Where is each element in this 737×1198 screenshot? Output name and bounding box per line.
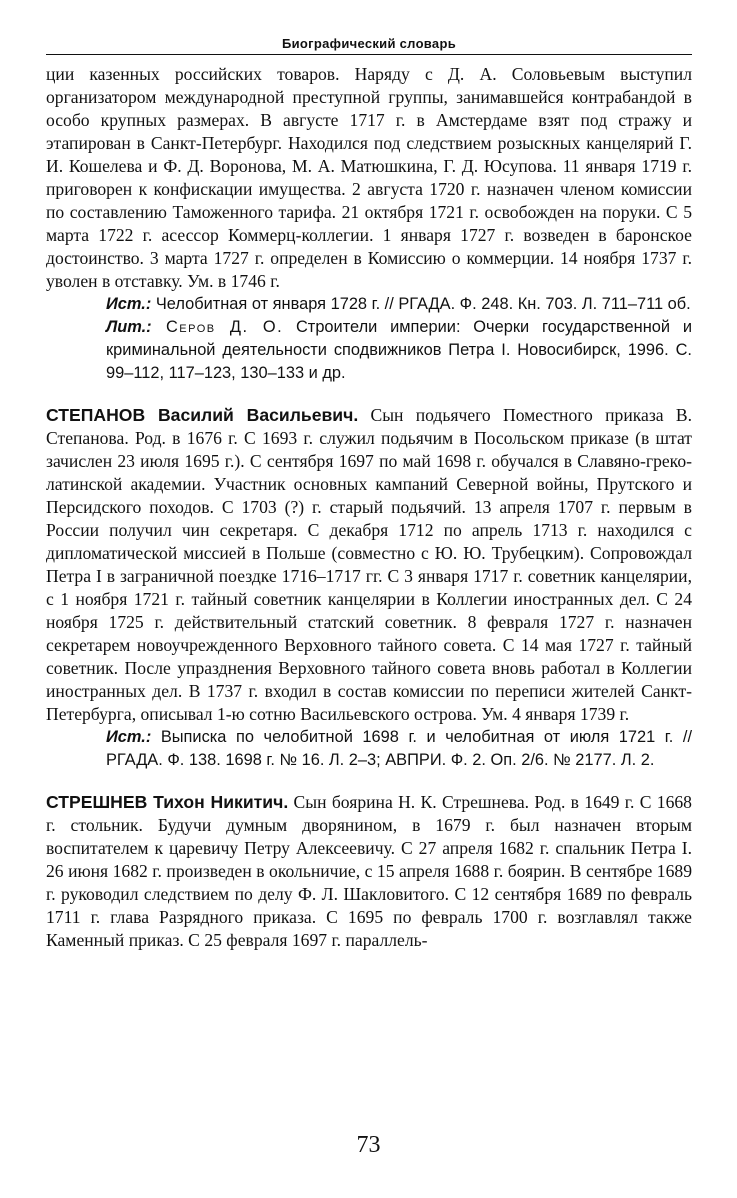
entry-paragraph bbox=[46, 791, 692, 952]
entry-name: СТРЕШНЕВ Тихон Никитич. bbox=[46, 792, 289, 812]
running-header: Биографический словарь bbox=[46, 36, 692, 55]
literature-author: Серов Д. О. bbox=[151, 318, 284, 336]
literature-text: Строители империи: Очерки государственной и криминальной деятельности сподвижников Петра I. Новосибирск, 1996. С. 99–112, 117–123, 130–133 и др. bbox=[106, 318, 692, 382]
entry-streshnev bbox=[46, 791, 692, 952]
intro-literature bbox=[106, 316, 692, 385]
entry-name: СТЕПАНОВ Василий Васильевич. bbox=[46, 405, 359, 425]
entry-paragraph bbox=[46, 404, 692, 726]
source-label: Ист.: bbox=[106, 295, 152, 313]
page-number: 73 bbox=[356, 1132, 381, 1158]
intro-paragraph: ции казенных российских товаров. Наряду с Д. А. Соловьевым выступил организатором международной преступной группы, занимавшейся контрабандой в особо крупных размерах. В августе 1717 г. в Амстердаме взят под стражу и этапирован в Санкт-Петербург. Находился под следствием розыскных канцелярий Г. И. Кошелева и Ф. Д. Воронова, М. А. Матюшкина, Г. Д. Юсупова. 11 января 1719 г. приговорен к конфискации имущества. 2 августа 1720 г. назначен членом комиссии по составлению Таможенного тарифа. 21 октября 1721 г. освобожден на поруки. С 5 марта 1722 г. асессор Коммерц-коллегии. 1 января 1727 г. возведен в баронское достоинство. 3 марта 1727 г. определен в Комиссию о коммерции. 14 ноября 1737 г. уволен в отставку. Ум. в 1746 г. bbox=[46, 64, 692, 291]
source-label: Ист.: bbox=[106, 728, 152, 746]
entry-text: Сын подьячего Поместного приказа В. Степанова. Род. в 1676 г. С 1693 г. служил подьячим в Посольском приказе (в штат зачислен 23 июля 1695 г.). С сентября 1697 по май 1698 г. обучался в Славяно-греко-латинской академии. Участник основных кампаний Северной войны, Прутского и Персидского походов. С 1703 (?) г. старый подьячий. 13 апреля 1707 г. первым в России получил чин секретаря. С декабря 1712 по апрель 1713 г. находился с дипломатической миссией в Польше (совместно с Ю. Ю. Трубецким). Сопровождал Петра I в заграничной поездке 1716–1717 гг. С 3 января 1717 г. советник канцелярии, с 1 ноября 1721 г. тайный советник канцелярии в Коллегии иностранных дел. С 24 ноября 1725 г. действительный статский советник. 8 февраля 1727 г. назначен секретарем новоучрежденного Верховного тайного совета. С 14 мая 1727 г. тайный советник. После упразднения Верховного тайного совета вновь работал в Коллегии иностранных дел. В 1737 г. входил в состав комиссии по переписи жителей Санкт-Петербурга, описывал 1-ю сотню Васильевского острова. Ум. 4 января 1739 г. bbox=[46, 405, 692, 724]
entry-source bbox=[106, 726, 692, 772]
entry-text: Сын боярина Н. К. Стрешнева. Род. в 1649 г. С 1668 г. стольник. Будучи думным дворянином, в 1679 г. был назначен вторым воспитателем к царевичу Петру Алексеевичу. С 27 апреля 1682 г. спальник Петра I. 26 июня 1682 г. произведен в окольничие, с 15 апреля 1688 г. боярин. В сентябре 1689 г. руководил следствием по делу Ф. Л. Шакловитого. С 12 сентября 1689 по февраль 1711 г. глава Разрядного приказа. С 1695 по февраль 1700 г. возглавлял также Каменный приказ. С 25 февраля 1697 г. параллель- bbox=[46, 792, 692, 950]
intro-source bbox=[106, 293, 692, 316]
source-text: Выписка по челобитной 1698 г. и челобитная от июля 1721 г. // РГАДА. Ф. 138. 1698 г. № 16. Л. 2–3; АВПРИ. Ф. 2. Оп. 2/6. № 2177. Л. 2. bbox=[106, 728, 692, 769]
source-text: Челобитная от января 1728 г. // РГАДА. Ф. 248. Кн. 703. Л. 711–711 об. bbox=[151, 295, 691, 313]
literature-label: Лит.: bbox=[106, 318, 152, 336]
entry-stepanov bbox=[46, 404, 692, 772]
page bbox=[46, 36, 692, 952]
